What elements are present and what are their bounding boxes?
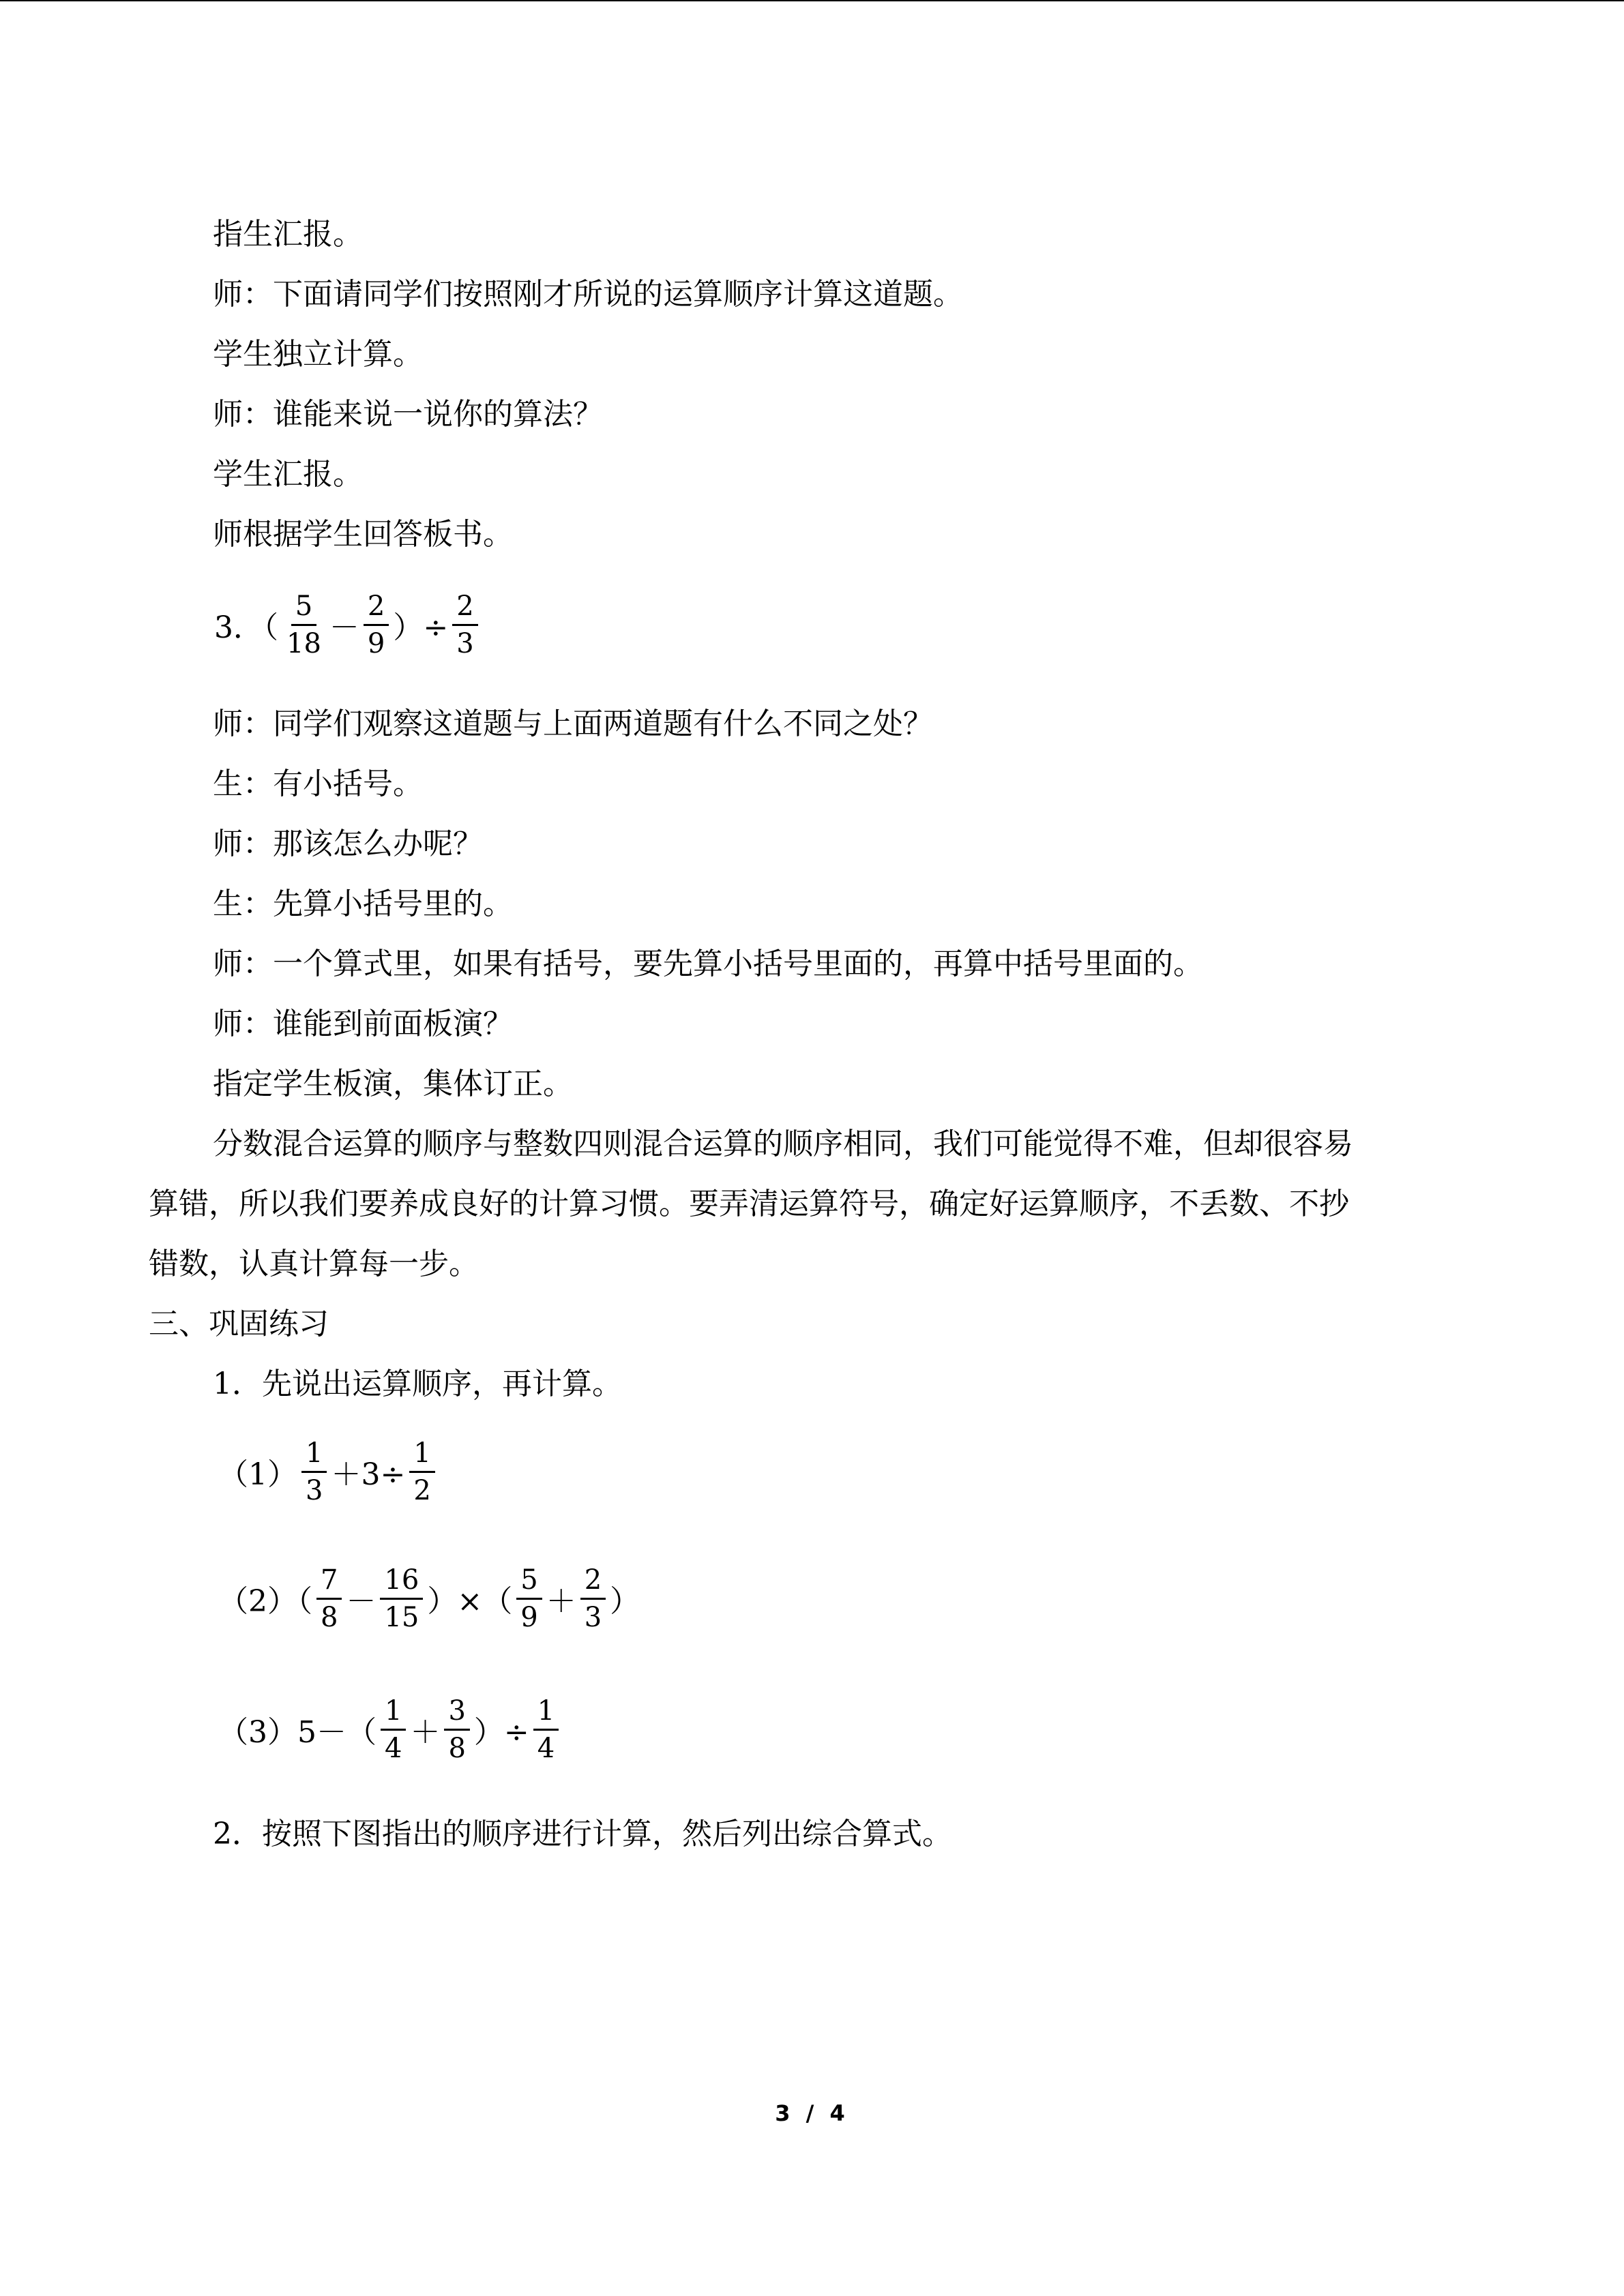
text-line: 师：同学们观察这道题与上面两道题有什么不同之处？	[213, 706, 933, 741]
top-border	[0, 0, 1624, 1]
operator: ＋3÷	[331, 1457, 406, 1492]
operator: ）÷	[393, 610, 449, 645]
practice-problem-3	[217, 1688, 561, 1770]
denominator: 8	[321, 1601, 338, 1633]
text-line: 学生独立计算。	[213, 337, 423, 372]
fraction	[381, 1697, 406, 1762]
fraction	[452, 590, 477, 659]
problem-label: （2）（	[218, 1584, 312, 1619]
numerator: 1	[409, 1440, 434, 1473]
denominator: 4	[385, 1732, 402, 1764]
denominator: 3	[306, 1474, 323, 1506]
numerator: 2	[452, 593, 477, 626]
text-line: 指生汇报。	[213, 217, 363, 252]
text-line: 师：一个算式里，如果有括号，要先算小括号里面的，再算中括号里面的。	[213, 946, 1203, 981]
page-number: 3 / 4	[775, 2100, 849, 2126]
operator: ）÷	[473, 1715, 529, 1750]
denominator: 2	[413, 1474, 431, 1506]
denominator: 3	[456, 627, 474, 659]
text-line: 生：先算小括号里的。	[213, 886, 513, 921]
fraction	[409, 1437, 434, 1506]
numerator: 7	[316, 1566, 342, 1600]
operator: －	[329, 610, 359, 645]
fraction	[316, 1566, 342, 1631]
numerator: 16	[380, 1566, 423, 1600]
numerator: 3	[444, 1697, 469, 1731]
numerator: 2	[580, 1566, 606, 1600]
math-expression-3	[213, 584, 481, 666]
problem-label: （1）	[218, 1457, 297, 1492]
text-line: 师：下面请同学们按照刚才所说的运算顺序计算这道题。	[213, 277, 963, 312]
denominator: 9	[367, 627, 385, 659]
problem-label: （3）5－（	[218, 1715, 377, 1750]
denominator: 9	[520, 1601, 538, 1633]
fraction	[580, 1566, 606, 1631]
numerator: 1	[301, 1440, 327, 1473]
section-heading: 三、巩固练习	[149, 1307, 329, 1341]
text-line: 生：有小括号。	[213, 766, 423, 801]
paragraph-line: 错数，认真计算每一步。	[149, 1247, 479, 1281]
fraction	[282, 590, 325, 659]
numerator: 5	[516, 1566, 542, 1600]
text-line: 师：谁能来说一说你的算法？	[213, 397, 603, 432]
operator: ）	[610, 1584, 640, 1619]
denominator: 18	[286, 627, 321, 659]
fraction	[516, 1566, 542, 1631]
operator: ＋	[546, 1584, 576, 1619]
text-line: 师：谁能到前面板演？	[213, 1007, 513, 1041]
numerator: 2	[364, 593, 389, 626]
fraction	[380, 1566, 423, 1631]
denominator: 3	[584, 1601, 602, 1633]
text-line: 师：那该怎么办呢？	[213, 826, 483, 861]
denominator: 4	[537, 1732, 555, 1764]
text-line: 学生汇报。	[213, 457, 363, 492]
practice-problem-2	[217, 1557, 641, 1639]
paragraph-line: 算错，所以我们要养成良好的计算习惯。要弄清运算符号，确定好运算顺序，不丢数、不抄	[149, 1187, 1349, 1221]
denominator: 8	[448, 1732, 466, 1764]
practice-problem-1	[217, 1431, 438, 1512]
exercise-instruction: 2．按照下图指出的顺序进行计算，然后列出综合算式。	[213, 1817, 952, 1851]
numerator: 1	[533, 1697, 559, 1731]
fraction	[364, 590, 389, 659]
fraction	[444, 1697, 469, 1762]
operator: －	[346, 1584, 377, 1619]
operator: ＋	[410, 1715, 441, 1750]
text-line: 师根据学生回答板书。	[213, 517, 513, 552]
expr-label: 3．（	[214, 610, 278, 645]
numerator: 5	[291, 593, 316, 626]
operator: ）×（	[427, 1584, 513, 1619]
text-line: 指定学生板演，集体订正。	[213, 1067, 573, 1101]
denominator: 15	[384, 1601, 419, 1633]
paragraph-line: 分数混合运算的顺序与整数四则混合运算的顺序相同，我们可能觉得不难，但却很容易	[213, 1127, 1353, 1161]
fraction	[533, 1697, 559, 1762]
numerator: 1	[381, 1697, 406, 1731]
exercise-instruction: 1．先说出运算顺序，再计算。	[213, 1367, 622, 1401]
fraction	[301, 1437, 327, 1506]
